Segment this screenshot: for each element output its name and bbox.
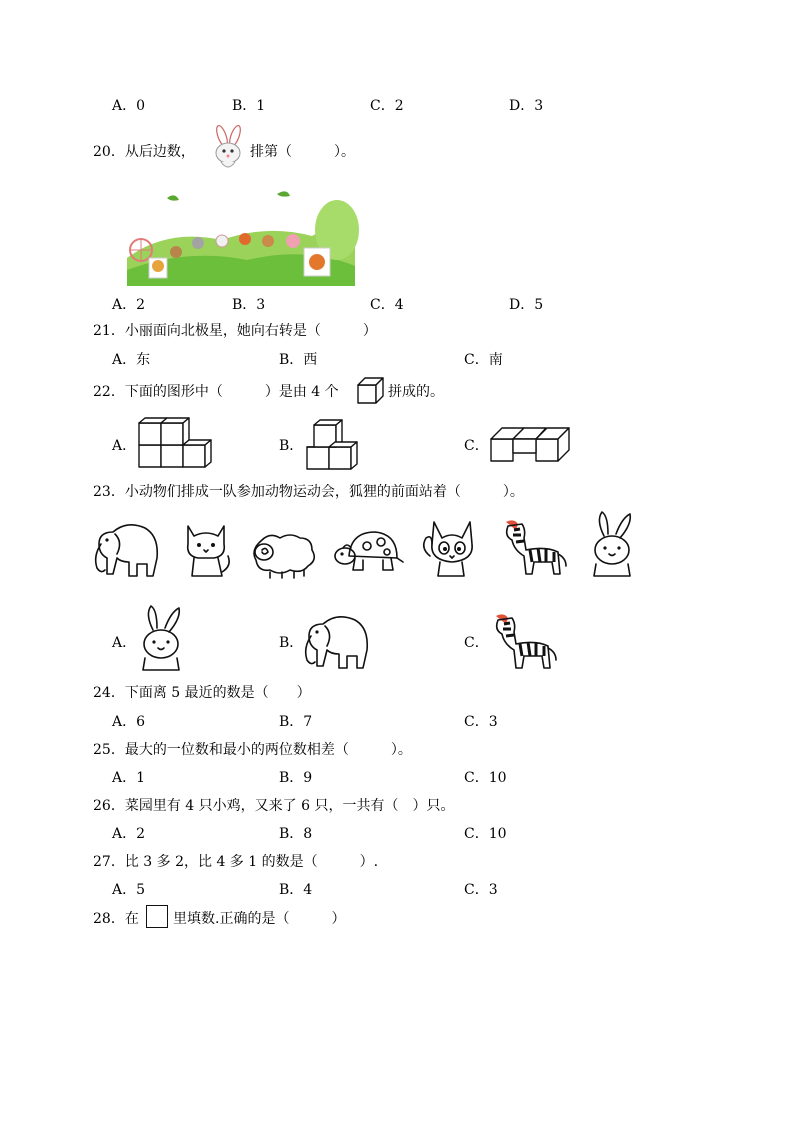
q23-stem: 23．小动物们排成一队参加动物运动会，狐狸的前面站着（ ）。 [93, 484, 524, 500]
rabbit-line-icon [586, 510, 638, 580]
q21-option-b[interactable]: B．西 [279, 352, 318, 368]
q20-option-c[interactable]: C．4 [370, 297, 404, 313]
sheep-icon [248, 530, 318, 580]
q28-stem-end: 里填数.正确的是（ ） [173, 911, 346, 927]
cube-figure-b [306, 413, 368, 471]
q24-option-b[interactable]: B．7 [279, 714, 313, 730]
q23-option-a-rabbit-icon [135, 604, 187, 674]
q23-option-b-elephant-icon [303, 610, 373, 672]
q23-option-c[interactable]: C． [464, 635, 489, 651]
q28-stem: 28．在 [93, 911, 139, 927]
q21-stem: 21．小丽面向北极星，她向右转是（ ） [93, 323, 377, 339]
cube-icon [357, 377, 385, 405]
turtle-icon [333, 526, 405, 578]
zebra-icon [500, 516, 570, 580]
q26-option-b[interactable]: B．8 [279, 826, 313, 842]
q25-option-a[interactable]: A．1 [112, 770, 146, 786]
q23-option-c-zebra-icon [490, 610, 560, 674]
animals-queue-illustration [127, 188, 355, 286]
q25-option-c[interactable]: C．10 [464, 770, 507, 786]
q19-option-b[interactable]: B．1 [232, 98, 266, 114]
q21-option-c[interactable]: C．南 [464, 352, 503, 368]
fox-icon [420, 518, 484, 580]
q22-option-c[interactable]: C． [464, 438, 489, 454]
q23-option-a[interactable]: A． [112, 635, 137, 651]
q19-option-c[interactable]: C．2 [370, 98, 404, 114]
q22-option-a[interactable]: A． [112, 438, 137, 454]
cube-figure-a [138, 417, 214, 469]
q20-option-b[interactable]: B．3 [232, 297, 266, 313]
q20-stem: 20．从后边数， [93, 144, 195, 160]
q24-option-c[interactable]: C．3 [464, 714, 498, 730]
cube-figure-c [490, 423, 574, 465]
q21-option-a[interactable]: A．东 [112, 352, 151, 368]
rabbit-icon [208, 124, 248, 174]
q23-option-b[interactable]: B． [279, 635, 304, 651]
q22-stem-end: 拼成的。 [388, 384, 444, 400]
q20-stem-end: 排第（ ）。 [250, 144, 355, 160]
q27-option-a[interactable]: A．5 [112, 882, 146, 898]
q22-stem: 22．下面的图形中（ ）是由 4 个 [93, 384, 339, 400]
q19-option-d[interactable]: D．3 [509, 98, 544, 114]
q27-option-c[interactable]: C．3 [464, 882, 498, 898]
q20-option-a[interactable]: A．2 [112, 297, 146, 313]
cat-icon [182, 522, 232, 580]
q26-option-a[interactable]: A．2 [112, 826, 146, 842]
q26-option-c[interactable]: C．10 [464, 826, 507, 842]
elephant-icon [93, 518, 163, 580]
q24-option-a[interactable]: A．6 [112, 714, 146, 730]
q25-stem: 25．最大的一位数和最小的两位数相差（ ）。 [93, 742, 412, 758]
q27-stem: 27．比 3 多 2，比 4 多 1 的数是（ ）. [93, 854, 379, 870]
q26-stem: 26．菜园里有 4 只小鸡，又来了 6 只，一共有（ ）只。 [93, 798, 455, 814]
q22-option-b[interactable]: B． [279, 438, 304, 454]
q19-option-a[interactable]: A．0 [112, 98, 146, 114]
q24-stem: 24．下面离 5 最近的数是（ ） [93, 685, 311, 701]
q25-option-b[interactable]: B．9 [279, 770, 313, 786]
q28-blank-box[interactable] [146, 905, 168, 928]
q20-option-d[interactable]: D．5 [509, 297, 544, 313]
q27-option-b[interactable]: B．4 [279, 882, 313, 898]
